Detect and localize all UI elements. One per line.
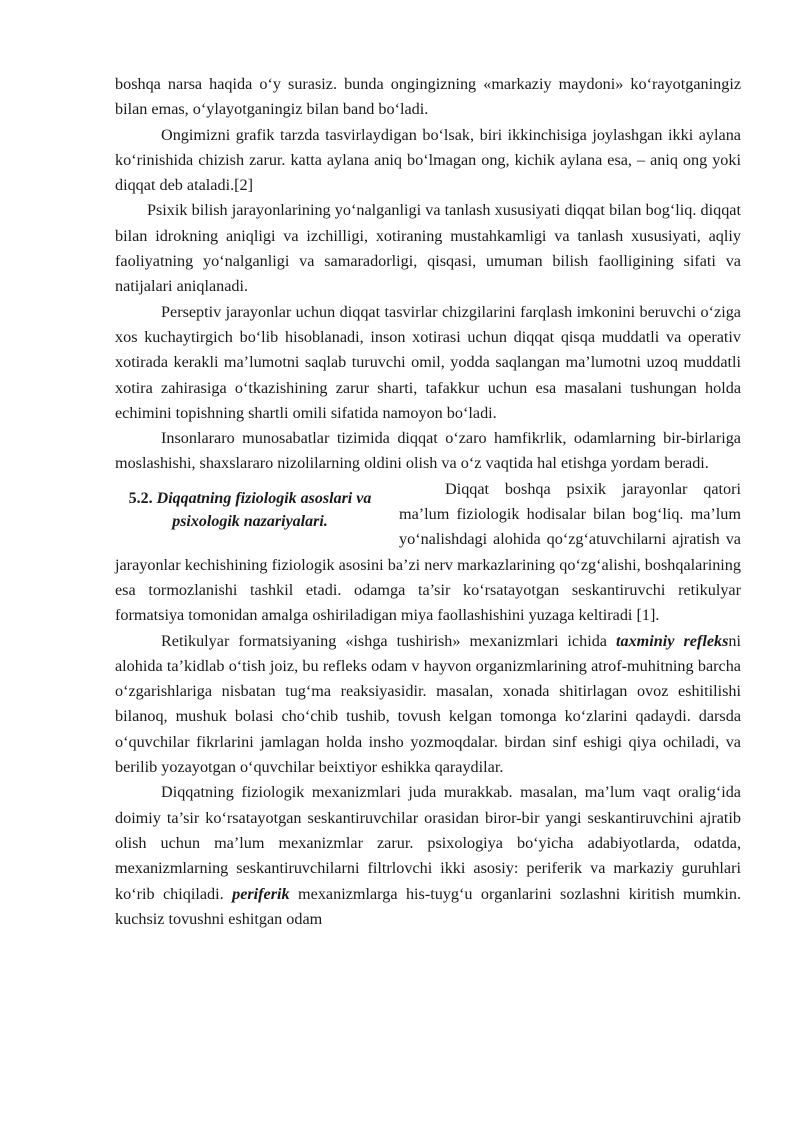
paragraph-2: Ongimizni grafik tarzda tasvirlaydigan bo‘lsak, biri ikkinchisiga joylashgan ikki aylana ko‘rinishida chizish zarur. katta aylana aniq bo‘lmagan ong, kichik aylana esa, – aniq ong yoki diqqat deb ataladi.[2] (115, 125, 741, 195)
term-taxminiy-refleks: taxminiy refleks (615, 631, 729, 650)
paragraph-5: Insonlararo munosabatlar tizimida diqqat o‘zaro hamfikrlik, odamlarning bir-birlariga moslashishi, shaxslararo nizolilarning oldini olish va o‘z vaqtida hal etishga yordam beradi. (115, 429, 741, 473)
paragraph-8-text-a: Diqqatning fiziologik mexanizmlari juda murakkab. masalan, ma’lum vaqt oralig‘ida doimiy ta’sir ko‘rsatayotgan seskantiruvchilar orasidan biror-bir yangi seskantiruvchini ajratib olish uchun ma’lum mexanizmlar zarur. psixologiya bo‘yicha adabiyotlarda, odatda, mexanizmlarning seskantiruvchilarni filtrlovchi ikki asosiy: periferik va markaziy guruhlari ko‘rib chiqiladi. (115, 783, 741, 903)
paragraph-8 (115, 780, 741, 932)
paragraph-3: Psixik bilish jarayonlarining yo‘nalganligi va tanlash xususiyati diqqat bilan bog‘liq. diqqat bilan idrokning aniqligi va izchilligi, xotiraning mustahkamligi va tanlash xususiyati, aqliy faoliyatning yo‘nalganligi va samaradorligi, qisqasi, umuman bilish faolligining sifati va natijalari aniqlanadi. (115, 201, 741, 296)
paragraph-1: boshqa narsa haqida o‘y surasiz. bunda ongingizning «markaziy maydoni» ko‘rayotganingiz bilan emas, o‘ylayotganingiz bilan band bo‘ladi. (115, 75, 741, 119)
term-periferik: periferik (232, 884, 290, 903)
paragraph-7-text-c: ni alohida ta’kidlab o‘tish joiz, bu refleks odam v hayvon organizmlarining atrof-muhitning barcha o‘zgarishlariga nisbatan tug‘ma reaksiyasidir. masalan, xonada shitirlagan ovoz eshitilishi bilanoq, mushuk bolasi cho‘chib tushib, tovush kelgan tomonga ko‘zlarini qadaydi. darsda o‘quvchilar fikrlarini jamlagan holda insho yozmoqdalar. birdan sinf eshigi qiya ochiladi, va berilib yozayotgan o‘quvchilar beixtiyor eshikka qaraydilar. (115, 631, 741, 777)
document-page (115, 72, 741, 932)
paragraph-8-text-c: mexanizmlarga his-tuyg‘u organlarini sozlashni kiritish mumkin. kuchsiz tovushni eshitgan odam (115, 884, 742, 928)
paragraph-6: Diqqat boshqa psixik jarayonlar qatori ma’lum fiziologik hodisalar bilan bog‘liq. ma’lum yo‘nalishdagi alohida qo‘zg‘atuvchilarni ajratish va jarayonlar kechishining fiziologik asosini ba’zi nerv markazlarining qo‘zg‘alishi, boshqalarining esa tormozlanishi tashkil etadi. odamga ta’sir ko‘rsatayotgan seskantiruvchi retikulyar formatsiya tomonidan amalga oshiriladigan miya faollashishini yuzaga keltiradi [1]. (115, 479, 741, 625)
section-heading (115, 487, 385, 533)
paragraph-7 (115, 629, 741, 781)
paragraph-7-text-a: Retikulyar formatsiyaning «ishga tushirish» mexanizmlari ichida (161, 631, 616, 650)
section-title: Diqqatning fiziologik asoslari va psixologik nazariyalari. (156, 489, 372, 530)
paragraph-4: Perseptiv jarayonlar uchun diqqat tasvirlar chizgilarini farqlash imkonini beruvchi o‘ziga xos kuchaytirgich bo‘lib hisoblanadi, inson xotirasi uchun diqqat qisqa muddatli va operativ xotirada kerakli ma’lumotni saqlab turuvchi omil, yodda saqlangan ma’lumotni uzoq muddatli xotira zahirasiga o‘tkazishining zarur sharti, tafakkur uchun esa masalani tushungan holda echimini topishning shartli omili sifatida namoyon bo‘ladi. (115, 302, 741, 422)
section-number: 5.2. (128, 489, 153, 507)
